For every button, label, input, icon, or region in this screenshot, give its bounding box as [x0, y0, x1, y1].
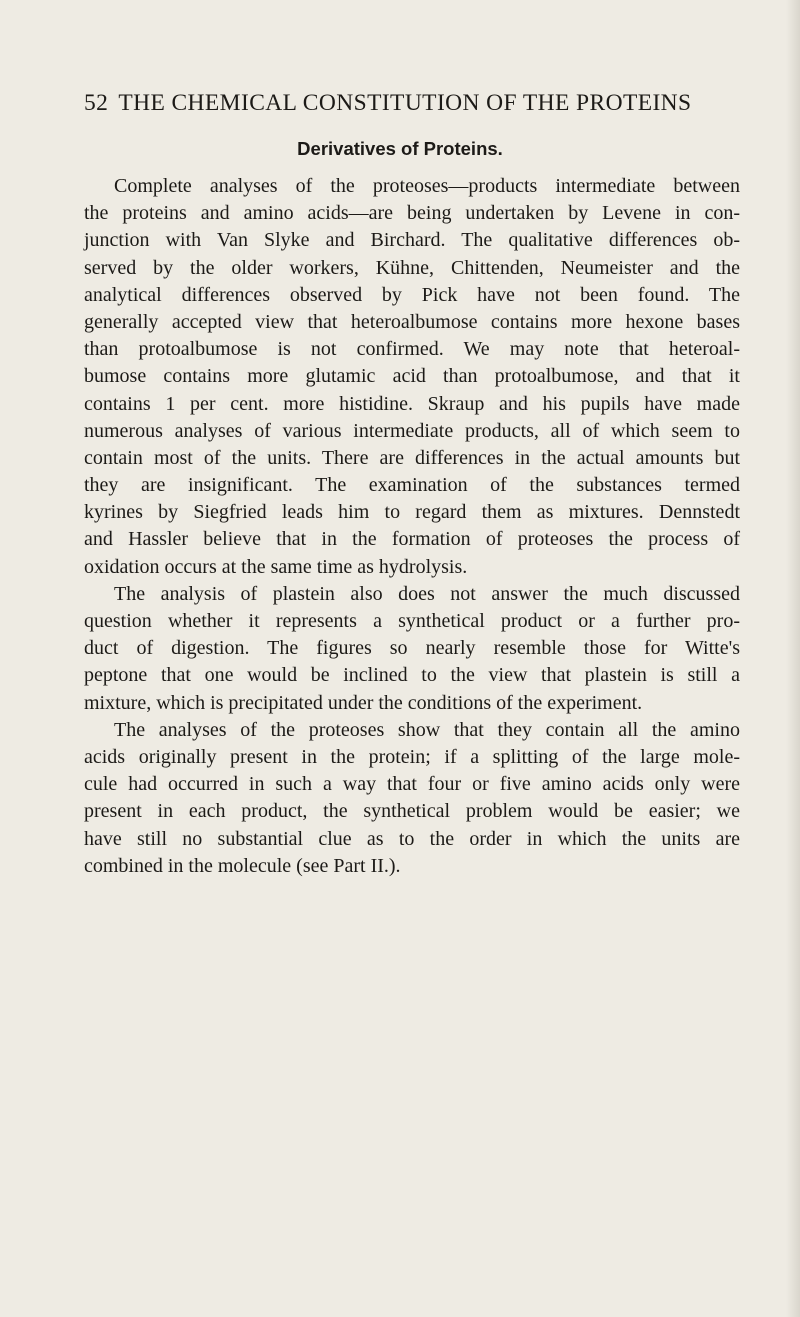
text-line: numerous analyses of various intermediate products, all of which seem to	[84, 419, 740, 442]
section-title: Derivatives of Proteins.	[297, 138, 503, 159]
text-line: they are insignificant. The examination of the substances termed	[84, 474, 740, 497]
text-line: cule had occurred in such a way that four or five amino acids only were	[84, 773, 740, 796]
running-head-title: THE CHEMICAL CONSTITUTION OF THE PROTEINS	[118, 90, 692, 116]
text-line: question whether it represents a synthetical product or a further pro-	[84, 610, 740, 632]
text-line: served by the older workers, Kühne, Chittenden, Neumeister and the	[84, 256, 740, 279]
text-line: than protoalbumose is not confirmed. We may note that heteroal-	[84, 338, 740, 361]
text-line: and Hassler believe that in the formation of proteoses the process of	[84, 528, 740, 551]
text-line: kyrines by Siegfried leads him to regard them as mixtures. Dennstedt	[84, 501, 740, 524]
text-line: the proteins and amino acids—are being undertaken by Levene in con-	[84, 202, 740, 225]
text-line: oxidation occurs at the same time as hydrolysis.	[84, 555, 468, 578]
text-line: generally accepted view that heteroalbumose contains more hexone bases	[84, 310, 740, 333]
text-line: present in each product, the synthetical problem would be easier; we	[84, 800, 740, 823]
text-line: duct of digestion. The figures so nearly resemble those for Witte's	[84, 637, 740, 660]
text-line: analytical differences observed by Pick have not been found. The	[84, 283, 740, 306]
text-line: acids originally present in the protein; if a splitting of the large mole-	[84, 745, 740, 768]
text-line: peptone that one would be inclined to the view that plastein is still a	[84, 664, 740, 687]
page-edge-shadow	[786, 0, 800, 1317]
text-line: junction with Van Slyke and Birchard. The qualitative differences ob-	[84, 229, 740, 252]
body-text	[84, 173, 740, 880]
text-line: have still no substantial clue as to the order in which the units are	[84, 827, 740, 850]
text-line: combined in the molecule (see Part II.).	[84, 854, 401, 877]
text-line: contains 1 per cent. more histidine. Skraup and his pupils have made	[84, 392, 740, 415]
text-line: bumose contains more glutamic acid than protoalbumose, and that it	[84, 365, 740, 388]
text-line: The analyses of the proteoses show that they contain all the amino	[114, 718, 740, 741]
text-line: Complete analyses of the proteoses—products intermediate between	[114, 175, 740, 197]
text-line: contain most of the units. There are differences in the actual amounts but	[84, 446, 740, 469]
text-line: The analysis of plastein also does not answer the much discussed	[114, 582, 740, 605]
running-head	[84, 88, 740, 118]
page-number: 52	[84, 90, 109, 116]
text-line: mixture, which is precipitated under the conditions of the experiment.	[84, 691, 643, 714]
